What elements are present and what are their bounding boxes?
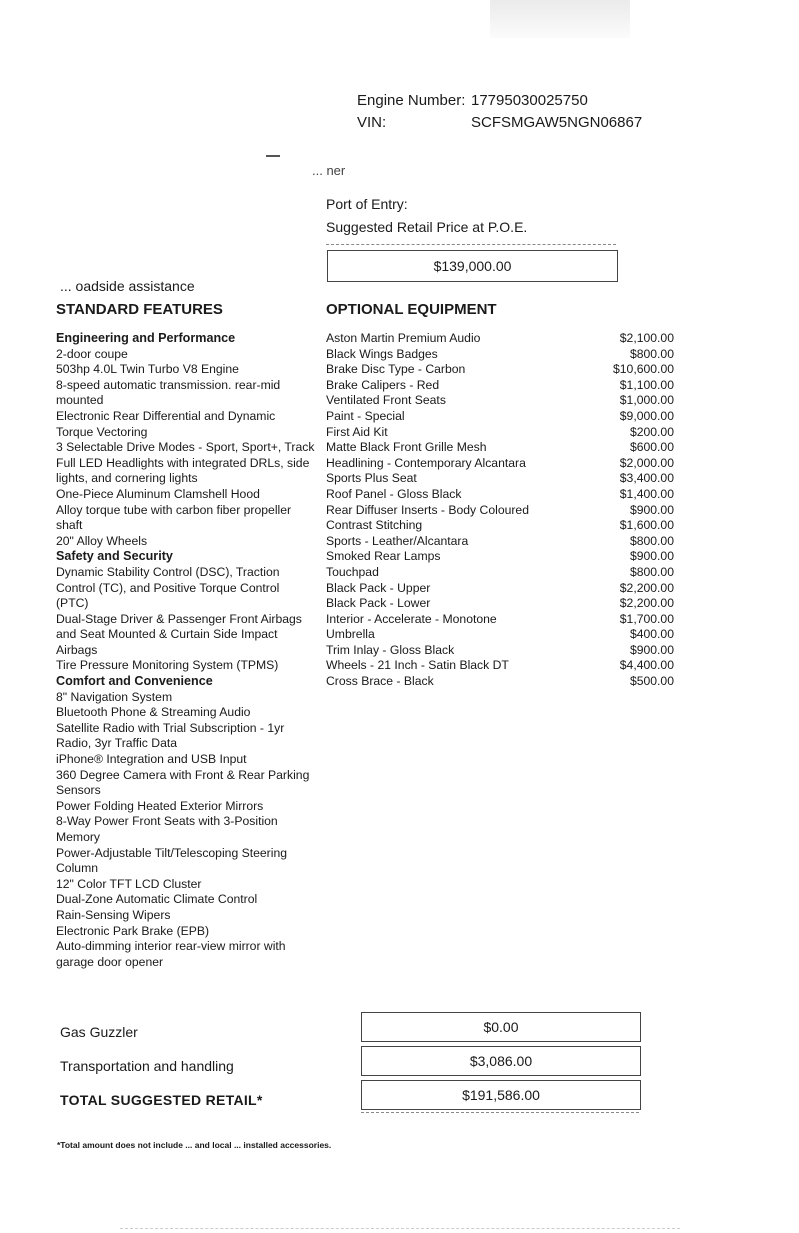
option-name: Black Pack - Lower xyxy=(326,596,431,611)
option-price: $900.00 xyxy=(629,549,674,564)
feature-item: mounted xyxy=(56,393,104,408)
feature-item: Power Folding Heated Exterior Mirrors xyxy=(56,798,264,813)
option-name: Trim Inlay - Gloss Black xyxy=(326,642,455,657)
total-box-bottom-line xyxy=(361,1112,639,1113)
option-price: $1,400.00 xyxy=(619,486,674,501)
vin-label: VIN: xyxy=(357,114,387,131)
option-row xyxy=(326,487,674,503)
option-name: Interior - Accelerate - Monotone xyxy=(326,611,497,626)
scan-smudge xyxy=(490,0,630,38)
option-price: $1,700.00 xyxy=(619,611,674,626)
option-name: First Aid Kit xyxy=(326,424,388,439)
option-row xyxy=(326,503,674,519)
option-price: $200.00 xyxy=(629,424,674,439)
roadside-assistance-text: ... oadside assistance xyxy=(60,278,195,294)
option-price: $1,000.00 xyxy=(619,393,674,408)
transportation-box xyxy=(361,1046,641,1076)
feature-item: Radio, 3yr Traffic Data xyxy=(56,736,178,751)
gas-guzzler-box xyxy=(361,1012,641,1042)
total-retail-label: TOTAL SUGGESTED RETAIL* xyxy=(60,1092,263,1108)
footnote: *Total amount does not include ... and local ... installed accessories. xyxy=(57,1140,332,1150)
feature-item: Full LED Headlights with integrated DRLs, side xyxy=(56,455,310,470)
option-price: $1,100.00 xyxy=(619,377,674,392)
gas-guzzler-value: $0.00 xyxy=(483,1019,519,1035)
option-name: Brake Disc Type - Carbon xyxy=(326,362,466,377)
option-name: Wheels - 21 Inch - Satin Black DT xyxy=(326,658,509,673)
option-row xyxy=(326,581,674,597)
option-row xyxy=(326,674,674,690)
option-row xyxy=(326,658,674,674)
option-name: Black Wings Badges xyxy=(326,346,438,361)
total-retail-box xyxy=(361,1080,641,1110)
feature-item: Dual-Zone Automatic Climate Control xyxy=(56,892,258,907)
option-row xyxy=(326,612,674,628)
base-price-box xyxy=(327,250,618,282)
scan-dash xyxy=(266,155,280,157)
price-box-top-line xyxy=(326,244,616,245)
option-price: $400.00 xyxy=(629,627,674,642)
option-price: $9,000.00 xyxy=(619,408,674,423)
option-name: Sports Plus Seat xyxy=(326,471,417,486)
option-row xyxy=(326,643,674,659)
option-price: $800.00 xyxy=(629,346,674,361)
option-row xyxy=(326,331,674,347)
option-price: $3,400.00 xyxy=(619,471,674,486)
option-name: Paint - Special xyxy=(326,408,405,423)
option-price: $800.00 xyxy=(629,564,674,579)
option-name: Rear Diffuser Inserts - Body Coloured xyxy=(326,502,529,517)
option-row xyxy=(326,471,674,487)
feature-item: Alloy torque tube with carbon fiber propeller xyxy=(56,502,292,517)
optional-equipment-list xyxy=(326,331,674,690)
option-price: $900.00 xyxy=(629,502,674,517)
standard-features-title: STANDARD FEATURES xyxy=(56,301,223,318)
base-price-value: $139,000.00 xyxy=(433,258,512,274)
feature-item: 8-speed automatic transmission. rear-mid xyxy=(56,377,281,392)
option-price: $500.00 xyxy=(629,674,674,689)
option-price: $2,100.00 xyxy=(619,331,674,345)
feature-item: Bluetooth Phone & Streaming Audio xyxy=(56,705,251,720)
feature-item: Electronic Rear Differential and Dynamic xyxy=(56,408,276,423)
option-row xyxy=(326,456,674,472)
option-row xyxy=(326,549,674,565)
option-row xyxy=(326,362,674,378)
option-row xyxy=(326,393,674,409)
feature-item: Rain-Sensing Wipers xyxy=(56,907,171,922)
option-price: $4,400.00 xyxy=(619,658,674,673)
feature-item: Electronic Park Brake (EPB) xyxy=(56,923,210,938)
feature-item: 2-door coupe xyxy=(56,346,128,361)
option-price: $800.00 xyxy=(629,533,674,548)
option-price: $10,600.00 xyxy=(613,362,674,377)
option-row xyxy=(326,378,674,394)
option-row xyxy=(326,425,674,441)
feature-item: 8" Navigation System xyxy=(56,689,173,704)
feature-item: iPhone® Integration and USB Input xyxy=(56,752,247,767)
option-name: Brake Calipers - Red xyxy=(326,377,440,392)
feature-section-heading: Safety and Security xyxy=(56,549,173,564)
feature-item: Auto-dimming interior rear-view mirror with xyxy=(56,939,286,954)
optional-equipment-title: OPTIONAL EQUIPMENT xyxy=(326,301,497,318)
transportation-value: $3,086.00 xyxy=(469,1053,533,1069)
option-row xyxy=(326,565,674,581)
feature-section-heading: Comfort and Convenience xyxy=(56,674,213,689)
option-name: Umbrella xyxy=(326,627,375,642)
feature-item: Satellite Radio with Trial Subscription - 1yr xyxy=(56,720,285,735)
option-row xyxy=(326,596,674,612)
feature-item: 503hp 4.0L Twin Turbo V8 Engine xyxy=(56,362,239,377)
feature-item: Column xyxy=(56,861,98,876)
feature-item: shaft xyxy=(56,518,83,533)
engine-number-label: Engine Number: xyxy=(357,92,466,109)
option-row xyxy=(326,518,674,534)
feature-item: Sensors xyxy=(56,783,101,798)
feature-item: Memory xyxy=(56,830,101,844)
option-name: Cross Brace - Black xyxy=(326,674,434,689)
option-name: Roof Panel - Gloss Black xyxy=(326,486,462,501)
feature-item: Power-Adjustable Tilt/Telescoping Steering xyxy=(56,845,288,860)
engine-number-value: 17795030025750 xyxy=(471,92,588,109)
transportation-label: Transportation and handling xyxy=(60,1058,234,1074)
option-row xyxy=(326,534,674,550)
feature-item: (PTC) xyxy=(56,596,89,611)
feature-item: 8-Way Power Front Seats with 3-Position xyxy=(56,814,278,829)
feature-item: 360 Degree Camera with Front & Rear Parking xyxy=(56,767,310,782)
feature-section-heading: Engineering and Performance xyxy=(56,331,236,345)
owner-partial-label: ... ner xyxy=(312,163,346,178)
feature-item: Tire Pressure Monitoring System (TPMS) xyxy=(56,658,279,673)
option-price: $2,000.00 xyxy=(619,455,674,470)
vin-value: SCFSMGAW5NGN06867 xyxy=(471,114,643,131)
option-row xyxy=(326,409,674,425)
option-name: Matte Black Front Grille Mesh xyxy=(326,440,487,455)
feature-item: Torque Vectoring xyxy=(56,424,148,439)
option-price: $2,200.00 xyxy=(619,580,674,595)
total-retail-value: $191,586.00 xyxy=(462,1087,540,1103)
option-name: Ventilated Front Seats xyxy=(326,393,446,408)
page-bottom-line xyxy=(120,1228,680,1229)
feature-item: 12" Color TFT LCD Cluster xyxy=(56,876,202,891)
suggested-retail-label: Suggested Retail Price at P.O.E. xyxy=(326,219,528,235)
option-price: $1,600.00 xyxy=(619,518,674,533)
standard-features-list xyxy=(56,331,326,970)
option-name: Headlining - Contemporary Alcantara xyxy=(326,455,526,470)
feature-item: Control (TC), and Positive Torque Control xyxy=(56,580,280,595)
feature-item: and Seat Mounted & Curtain Side Impact xyxy=(56,627,278,642)
option-price: $900.00 xyxy=(629,642,674,657)
port-of-entry-label: Port of Entry: xyxy=(326,196,408,212)
option-name: Contrast Stitching xyxy=(326,518,423,533)
feature-item: 20" Alloy Wheels xyxy=(56,533,148,548)
feature-item: One-Piece Aluminum Clamshell Hood xyxy=(56,486,260,501)
option-price: $600.00 xyxy=(629,440,674,455)
option-row xyxy=(326,347,674,363)
feature-item: Dynamic Stability Control (DSC), Traction xyxy=(56,564,280,579)
feature-item: Dual-Stage Driver & Passenger Front Airbags xyxy=(56,611,302,626)
feature-item: Airbags xyxy=(56,642,98,657)
gas-guzzler-label: Gas Guzzler xyxy=(60,1024,138,1040)
option-row xyxy=(326,440,674,456)
option-row xyxy=(326,627,674,643)
feature-item: lights, and cornering lights xyxy=(56,471,198,486)
option-name: Aston Martin Premium Audio xyxy=(326,331,481,345)
option-name: Smoked Rear Lamps xyxy=(326,549,441,564)
option-name: Black Pack - Upper xyxy=(326,580,431,595)
option-name: Sports - Leather/Alcantara xyxy=(326,533,469,548)
option-name: Touchpad xyxy=(326,564,379,579)
option-price: $2,200.00 xyxy=(619,596,674,611)
feature-item: 3 Selectable Drive Modes - Sport, Sport+, Track xyxy=(56,440,315,455)
feature-item: garage door opener xyxy=(56,954,164,969)
